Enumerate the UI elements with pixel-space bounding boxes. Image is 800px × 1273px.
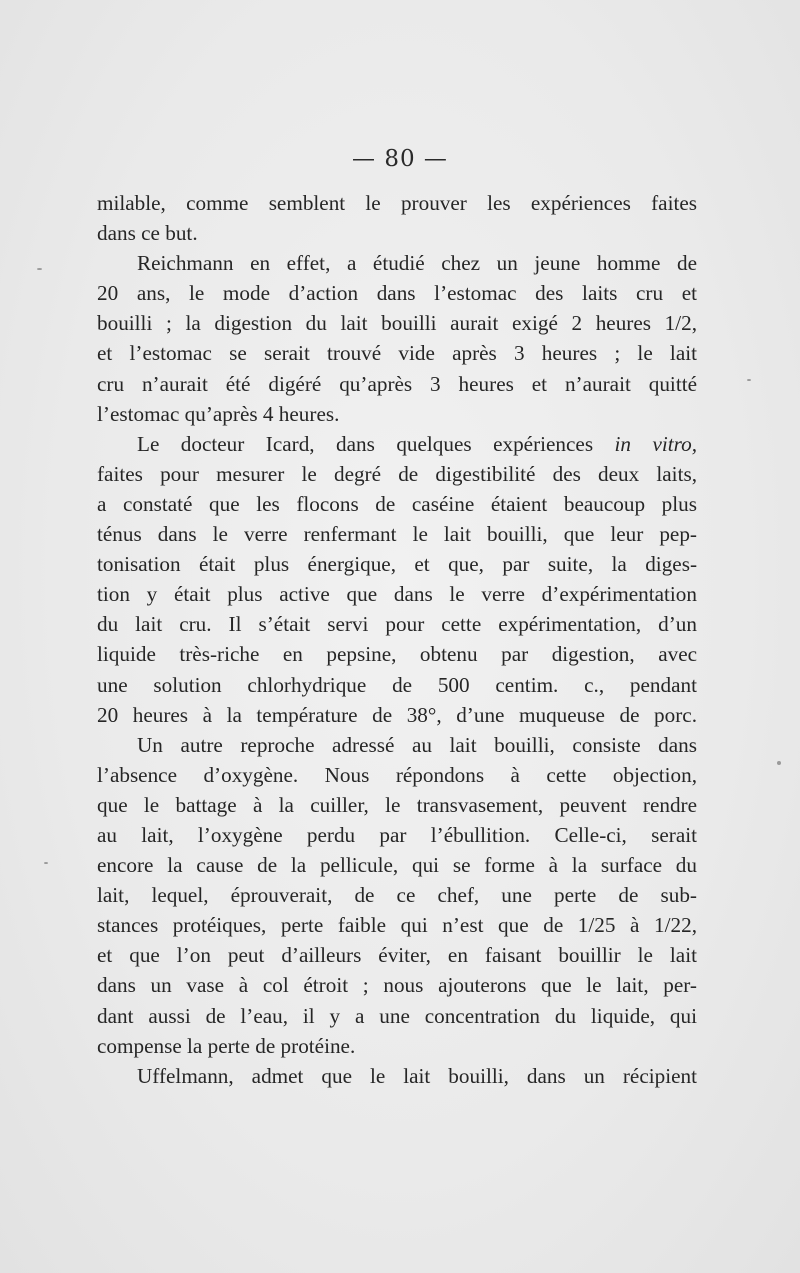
paper-speck	[777, 761, 781, 765]
text-line: Un autre reproche adressé au lait bouilli, consiste dans	[137, 732, 697, 757]
text-line: une solution chlorhydrique de 500 centim. c., pendant	[97, 672, 697, 697]
text-line: au lait, l’oxygène perdu par l’ébullition. Celle-ci, serait	[97, 822, 697, 847]
text-line: dans un vase à col étroit ; nous ajouterons que le lait, per-	[97, 973, 697, 998]
text-line: dans ce but.	[97, 221, 198, 246]
body-text	[97, 188, 697, 1091]
text-line: stances protéiques, perte faible qui n’est que de 1/25 à 1/22,	[97, 913, 697, 938]
paper-speck	[37, 268, 42, 270]
text-line: a constaté que les flocons de caséine étaient beaucoup plus	[97, 491, 697, 516]
text-line: que le battage à la cuiller, le transvasement, peuvent rendre	[97, 792, 697, 817]
text-line-start: Le docteur Icard, dans quelques expériences	[137, 431, 594, 456]
page-number: — 80 —	[352, 146, 448, 172]
text-line: et que l’on peut d’ailleurs éviter, en faisant bouillir le lait	[97, 943, 697, 968]
text-line: et l’estomac se serait trouvé vide après 3 heures ; le lait	[97, 341, 697, 366]
text-line: faites pour mesurer le degré de digestibilité des deux laits,	[97, 461, 697, 486]
text-line: Uffelmann, admet que le lait bouilli, dans un récipient	[137, 1063, 697, 1088]
text-line: bouilli ; la digestion du lait bouilli aurait exigé 2 heures 1/2,	[97, 311, 697, 336]
text-line: dant aussi de l’eau, il y a une concentration du liquide, qui	[97, 1003, 697, 1028]
text-line: l’absence d’oxygène. Nous répondons à cette objection,	[97, 762, 697, 787]
text-line: milable, comme semblent le prouver les expériences faites	[97, 191, 697, 215]
text-line: lait, lequel, éprouverait, de ce chef, une perte de sub-	[97, 883, 697, 908]
text-line: du lait cru. Il s’était servi pour cette expérimentation, d’un	[97, 612, 697, 637]
text-line: cru n’aurait été digéré qu’après 3 heures et n’aurait quitté	[97, 371, 697, 396]
text-line: 20 ans, le mode d’action dans l’estomac des laits cru et	[97, 281, 697, 306]
text-line: encore la cause de la pellicule, qui se forme à la surface du	[97, 853, 697, 878]
text-line: compense la perte de protéine.	[97, 1033, 356, 1058]
text-line: tonisation était plus énergique, et que, par suite, la diges-	[97, 552, 697, 577]
italic-phrase: in vitro,	[614, 431, 697, 456]
text-line: tion y était plus active que dans le verre d’expérimentation	[97, 582, 697, 607]
paper-speck	[44, 862, 48, 864]
text-line	[97, 429, 697, 459]
paper-speck	[747, 379, 751, 381]
text-line: ténus dans le verre renfermant le lait bouilli, que leur pep-	[97, 522, 697, 547]
text-line: Reichmann en effet, a étudié chez un jeune homme de	[137, 251, 697, 276]
text-line: liquide très-riche en pepsine, obtenu par digestion, avec	[97, 642, 697, 667]
text-line: 20 heures à la température de 38°, d’une muqueuse de porc.	[97, 702, 697, 727]
text-line: l’estomac qu’après 4 heures.	[97, 401, 340, 426]
